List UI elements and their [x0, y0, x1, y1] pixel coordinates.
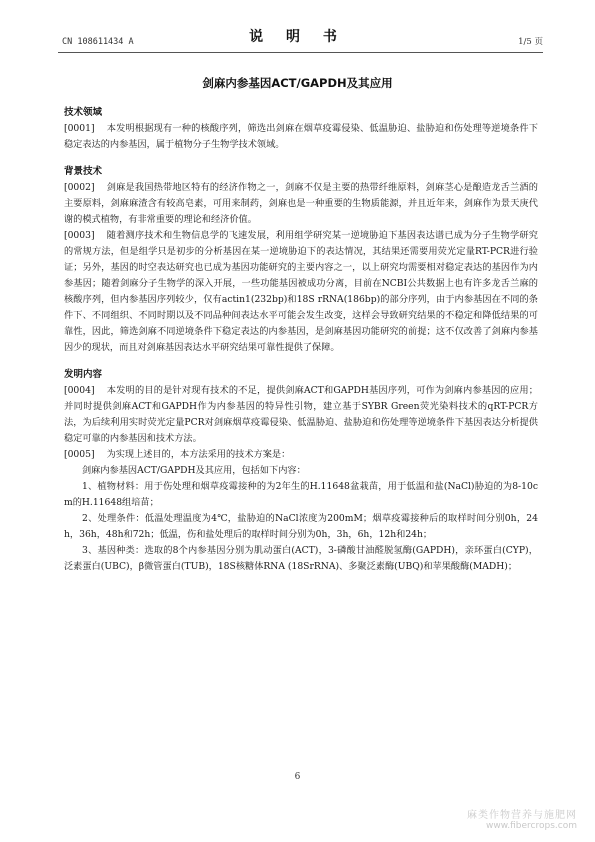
paragraph-line: 2、处理条件：低温处理温度为4℃，盐胁迫的NaCl浓度为200mM；烟草疫霉接种后的取样时间分别0h，24h，36h，48h和72h；低温，伤和盐处理后的取样时间分别为0h，3h，6h，12h和24h；: [64, 513, 538, 540]
paragraph-text: 本发明根据现有一种的核酸序列，筛选出剑麻在烟草疫霉侵染、低温胁迫、盐胁迫和伤处理等逆境条件下稳定表达的内参基因，属于植物分子生物学技术领域。: [64, 123, 538, 150]
page-number: 6: [294, 772, 301, 782]
paragraph-0001: [64, 121, 538, 153]
paragraph-text: 为实现上述目的，本方法采用的技术方案是：: [106, 449, 291, 460]
paragraph-line: 3、基因种类：选取的8个内参基因分别为肌动蛋白(ACT)，3-磷酸甘油醛脱氢酶(GAPDH)，亲环蛋白(CYP)，泛素蛋白(UBC)，β微管蛋白(TUB)，18S核糖体RNA (18SrRNA)、多聚泛素酶(UBQ)和苹果酸酶(MADH)；: [64, 545, 538, 572]
paragraph-0005: [64, 447, 538, 463]
paragraph-0004: [64, 383, 538, 447]
paragraph-text: 随着测序技术和生物信息学的飞速发展，利用组学研究某一逆境胁迫下基因表达谱已成为分子生物学研究的常规方法，但是组学只是初步的分析基因在某一逆境胁迫下的表达情况，其结果还需要用荧光定量RT-PCR进行验证；另外，基因的时空表达研究也已成为基因功能研究的主要内容之一，以上研究均需要相对稳定表达的基因作为内参基因；随着剑麻分子生物学的深入开展，一些功能基因被成功分离，目前在NCBI公共数据上也有许多龙舌兰麻的核酸序列，但内参基因序列较少，仅有actin1(232bp)和18S rRNA(186bp)的部分序列，由于内参基因在不同的条件下、不同组织、不同时期以及不同品种间表达水平可能会发生改变，这样会导致研究结果的不稳定和降低结果的可靠性，因此，筛选剑麻不同逆境条件下稳定表达的内参基因，是剑麻基因功能研究的前提；这不仅改善了剑麻内参基因少的现状，而且对剑麻基因表达水平研究结果可靠性提供了保障。: [64, 230, 538, 353]
paragraph-number: [0002]: [64, 182, 95, 193]
paragraph-0002: [64, 180, 538, 228]
page-indicator: 1/5 页: [518, 37, 543, 47]
paragraph-line: 1、植物材料：用于伤处理和烟草疫霉接种的为2年生的H.11648盆栽苗，用于低温和盐(NaCl)胁迫的为8-10cm的H.11648组培苗；: [64, 481, 538, 508]
paragraph-text: 本发明的目的是针对现有技术的不足，提供剑麻ACT和GAPDH基因序列，可作为剑麻内参基因的应用；并同时提供剑麻ACT和GAPDH作为内参基因的特异性引物，建立基于SYBR Green荧光染料技术的qRT-PCR方法，为后续利用实时荧光定量PCR对剑麻烟草疫霉侵染、低温胁迫、盐胁迫和伤处理等逆境条件下基因表达分析提供稳定可靠的内参基因和技术方法。: [64, 385, 538, 444]
paragraph-line: 剑麻内参基因ACT/GAPDH及其应用，包括如下内容：: [82, 465, 306, 476]
document-type-heading: 说 明 书: [249, 29, 346, 45]
header-rule: [58, 52, 543, 53]
section-heading-tech-field: 技术领域: [64, 107, 103, 118]
site-watermark: [467, 810, 577, 832]
section-heading-background: 背景技术: [64, 166, 103, 177]
paragraph-number: [0001]: [64, 123, 95, 134]
paragraph-0003: [64, 228, 538, 356]
document-body: [64, 106, 538, 575]
paragraph-number: [0005]: [64, 449, 95, 460]
watermark-url: www.fibercrops.com: [486, 821, 577, 831]
patent-number: CN 108611434 A: [62, 37, 134, 47]
document-title: 剑麻内参基因ACT/GAPDH及其应用: [202, 76, 393, 90]
paragraph-text: 剑麻是我国热带地区特有的经济作物之一，剑麻不仅是主要的热带纤维原料，剑麻茎心是酿造龙舌兰酒的主要原料，剑麻麻渣含有较高皂素，可用来制药，剑麻也是一种重要的生物质能源，并且近年来，剑麻作为景天庚代谢的模式植物，有非常重要的理论和经济价值。: [64, 182, 538, 225]
paragraph-number: [0003]: [64, 230, 95, 241]
paragraph-number: [0004]: [64, 385, 95, 396]
watermark-site-name: 麻类作物营养与施肥网: [467, 810, 577, 821]
section-heading-invention: 发明内容: [64, 369, 103, 380]
